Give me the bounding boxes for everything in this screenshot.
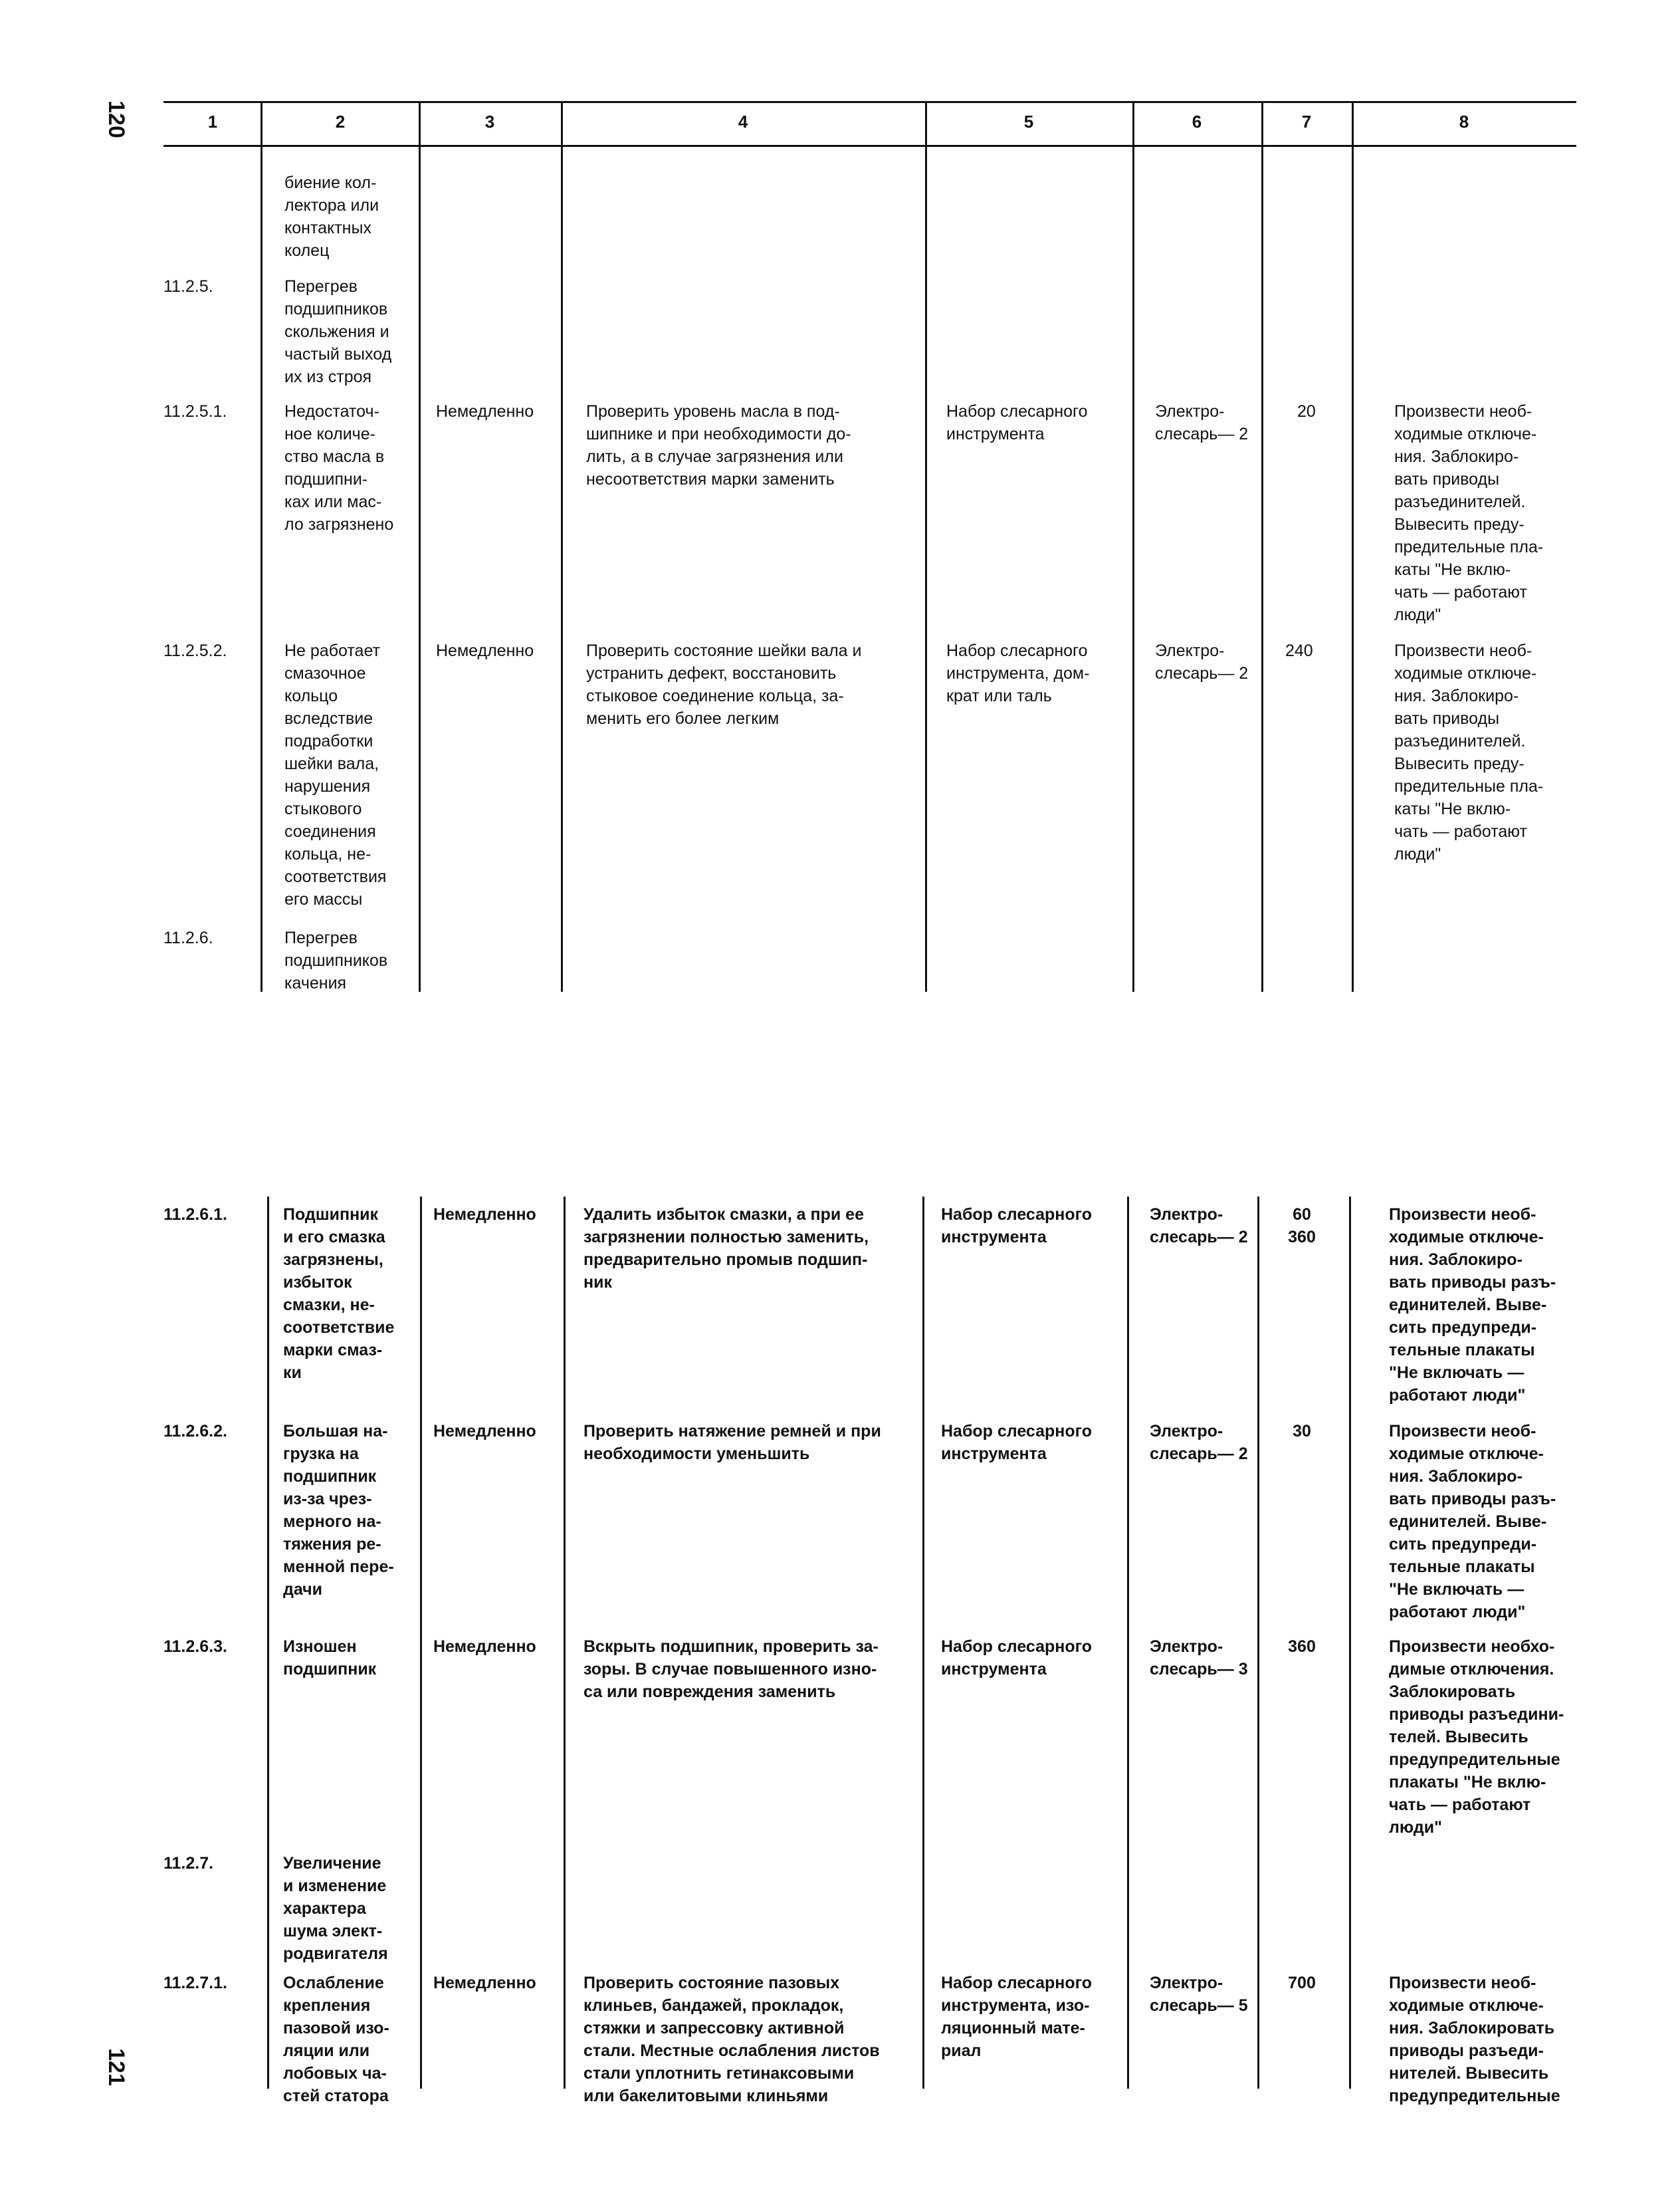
table-cell: 20 bbox=[1297, 402, 1316, 421]
table-cell: Немедленно bbox=[433, 1205, 536, 1224]
table-cell: 240 bbox=[1285, 641, 1313, 660]
table-cell: 360 bbox=[1288, 1637, 1316, 1656]
table-cell: Электро- слесарь— 5 bbox=[1150, 1974, 1248, 2015]
page-number-bottom: 121 bbox=[103, 2048, 129, 2086]
page-number-top: 120 bbox=[103, 100, 129, 138]
table-cell: Немедленно bbox=[433, 1974, 536, 1992]
table-cell: Произвести необ- ходимые отключе- ния. Заблокиро- вать приводы разъ- единителей. Выве- сить предупреди- тельные плакаты "Не включать — работают люди" bbox=[1389, 1422, 1556, 1621]
table-cell: Электро- слесарь— 2 bbox=[1150, 1205, 1248, 1246]
item-number: 11.2.6.2. bbox=[163, 1422, 227, 1441]
table-cell: Перегрев подшипников качения bbox=[284, 929, 388, 992]
column-rule bbox=[925, 101, 927, 992]
table-cell: Набор слесарного инструмента, изо- ляционный мате- риал bbox=[941, 1974, 1093, 2060]
table-cell: 700 bbox=[1288, 1974, 1316, 1992]
column-rule bbox=[267, 1197, 269, 2089]
header-bottom-rule bbox=[163, 145, 1576, 147]
table-cell: Перегрев подшипников скольжения и частый выход их из строя bbox=[284, 277, 392, 386]
column-rule bbox=[922, 1197, 924, 2089]
column-header-2: 2 bbox=[335, 112, 346, 132]
table-cell: биение кол- лектора или контактных колец bbox=[284, 174, 379, 260]
column-header-4: 4 bbox=[738, 112, 748, 132]
table-cell: Не работает смазочное кольцо вследствие подработки шейки вала, нарушения стыкового соединения кольца, не- соответствия его массы bbox=[284, 641, 387, 909]
table-cell: Немедленно bbox=[436, 402, 534, 421]
table-cell: 30 bbox=[1293, 1422, 1311, 1441]
table-cell: Проверить состояние пазовых клиньев, бандажей, прокладок, стяжки и запрессовку активной стали. Местные ослабления листов стали уплотнить гетинаксовыми или бакелитовыми клиньями bbox=[583, 1974, 880, 2105]
item-number: 11.2.6.3. bbox=[163, 1637, 227, 1656]
item-number: 11.2.5.2. bbox=[163, 641, 227, 660]
table-cell: Произвести необ- ходимые отключе- ния. Заблокировать приводы разъеди- нителей. Вывесить предупредительные bbox=[1389, 1974, 1560, 2105]
column-rule bbox=[564, 1197, 566, 2089]
column-rule bbox=[420, 1197, 422, 2089]
column-header-8: 8 bbox=[1459, 112, 1469, 132]
table-cell: Набор слесарного инструмента, дом- крат или таль bbox=[946, 641, 1090, 705]
table-cell: Произвести необ- ходимые отключе- ния. Заблокиро- вать приводы разъединителей. Вывесить преду- предительные пла- каты "Не вклю- чать — работают люди" bbox=[1394, 402, 1544, 624]
table-cell: Электро- слесарь— 2 bbox=[1155, 402, 1249, 443]
table-cell: Немедленно bbox=[436, 641, 534, 660]
item-number: 11.2.7.1. bbox=[163, 1974, 227, 1992]
table-cell: Проверить уровень масла в под- шипнике и при необходимости до- лить, а в случае загрязнения или несоответствия марки заменить bbox=[586, 402, 851, 489]
column-rule bbox=[1127, 1197, 1129, 2089]
table-cell: Изношен подшипник bbox=[283, 1637, 377, 1678]
column-header-5: 5 bbox=[1023, 112, 1034, 132]
table-cell: Немедленно bbox=[433, 1637, 536, 1656]
column-rule bbox=[1349, 1197, 1351, 2089]
column-rule bbox=[419, 101, 421, 992]
table-cell: Электро- слесарь— 2 bbox=[1155, 641, 1249, 683]
header-top-rule bbox=[163, 101, 1576, 103]
table-cell: Набор слесарного инструмента bbox=[941, 1637, 1093, 1678]
item-number: 11.2.5. bbox=[163, 277, 213, 296]
item-number: 11.2.5.1. bbox=[163, 402, 227, 421]
table-cell: Произвести необ- ходимые отключе- ния. Заблокиро- вать приводы разъединителей. Вывесить преду- предительные пла- каты "Не вклю- чать — работают люди" bbox=[1394, 641, 1544, 864]
table-cell: Набор слесарного инструмента bbox=[941, 1205, 1093, 1246]
column-rule bbox=[261, 101, 262, 992]
table-cell: Немедленно bbox=[433, 1422, 536, 1441]
table-cell: Электро- слесарь— 2 bbox=[1150, 1422, 1248, 1463]
table-cell: 60 360 bbox=[1288, 1205, 1316, 1246]
table-cell: Проверить натяжение ремней и при необходимости уменьшить bbox=[583, 1422, 881, 1463]
column-rule bbox=[1261, 101, 1263, 992]
table-cell: Большая на- грузка на подшипник из-за чрез- мерного на- тяжения ре- менной пере- дачи bbox=[283, 1422, 394, 1599]
table-cell: Проверить состояние шейки вала и устранить дефект, восстановить стыковое соединение кольца, за- менить его более легким bbox=[586, 641, 862, 728]
table-cell: Электро- слесарь— 3 bbox=[1150, 1637, 1248, 1678]
column-header-1: 1 bbox=[207, 112, 218, 132]
column-rule bbox=[1132, 101, 1134, 992]
item-number: 11.2.6. bbox=[163, 929, 213, 947]
item-number: 11.2.6.1. bbox=[163, 1205, 227, 1224]
table-cell: Подшипник и его смазка загрязнены, избыток смазки, не- соответствие марки смаз- ки bbox=[283, 1205, 395, 1382]
table-cell: Набор слесарного инструмента bbox=[946, 402, 1088, 443]
table-cell: Недостаточ- ное количе- ство масла в подшипни- ках или мас- ло загрязнено bbox=[284, 402, 394, 534]
table-cell: Ослабление крепления пазовой изо- ляции или лобовых ча- стей статора bbox=[283, 1974, 389, 2105]
column-rule bbox=[1257, 1197, 1259, 2089]
table-cell: Увеличение и изменение характера шума элект- родвигателя bbox=[283, 1854, 388, 1963]
table-cell: Набор слесарного инструмента bbox=[941, 1422, 1093, 1463]
table-cell: Произвести необ- ходимые отключе- ния. Заблокиро- вать приводы разъ- единителей. Выве- сить предупреди- тельные плакаты "Не включать — работают люди" bbox=[1389, 1205, 1556, 1405]
column-rule bbox=[561, 101, 563, 992]
table-cell: Удалить избыток смазки, а при ее загрязнении полностью заменить, предварительно промыв подшип- ник bbox=[583, 1205, 869, 1292]
column-header-6: 6 bbox=[1192, 112, 1202, 132]
column-rule bbox=[1352, 101, 1354, 992]
table-cell: Произвести необхо- димые отключения. Заблокировать приводы разъедини- телей. Вывесить предупредительные плакаты "Не вклю- чать — работают люди" bbox=[1389, 1637, 1564, 1837]
column-header-3: 3 bbox=[484, 112, 495, 132]
table-cell: Вскрыть подшипник, проверить за- зоры. В случае повышенного изно- са или повреждения заменить bbox=[583, 1637, 879, 1701]
item-number: 11.2.7. bbox=[163, 1854, 214, 1873]
column-header-7: 7 bbox=[1301, 112, 1312, 132]
